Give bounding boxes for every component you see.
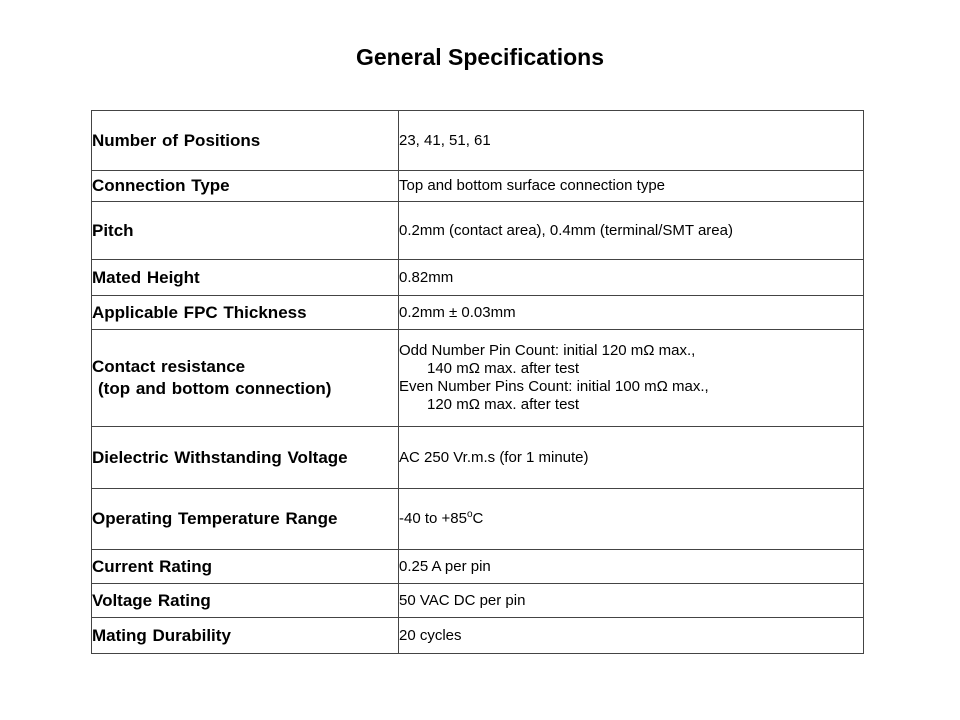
spec-label <box>92 330 399 427</box>
spec-label: Mated Height <box>92 260 399 296</box>
spec-label: Pitch <box>92 202 399 260</box>
table-row <box>92 550 864 584</box>
table-row <box>92 202 864 260</box>
table-row <box>92 111 864 171</box>
table-row <box>92 296 864 330</box>
spec-value: 23, 41, 51, 61 <box>399 111 864 171</box>
spec-label: Connection Type <box>92 171 399 202</box>
spec-label: Current Rating <box>92 550 399 584</box>
spec-label-line: (top and bottom connection) <box>98 379 332 398</box>
table-row <box>92 584 864 618</box>
spec-label: Voltage Rating <box>92 584 399 618</box>
table-row <box>92 171 864 202</box>
degree-mark: o <box>466 509 473 520</box>
temperature-unit: C <box>472 510 484 527</box>
specifications-table <box>91 110 864 654</box>
spec-value-line: Odd Number Pin Count: initial 120 mΩ max., <box>399 342 696 359</box>
spec-label: Operating Temperature Range <box>92 489 399 550</box>
spec-value: 20 cycles <box>399 618 864 654</box>
spec-value <box>399 330 864 427</box>
spec-value: AC 250 Vr.m.s (for 1 minute) <box>399 427 864 489</box>
spec-value: 0.2mm ± 0.03mm <box>399 296 864 330</box>
spec-label: Number of Positions <box>92 111 399 171</box>
table-row <box>92 260 864 296</box>
spec-label: Applicable FPC Thickness <box>92 296 399 330</box>
table-row <box>92 330 864 427</box>
spec-label-line: Contact resistance <box>92 357 246 376</box>
spec-value-line: 120 mΩ max. after test <box>427 396 580 413</box>
table-row <box>92 427 864 489</box>
temperature-range: -40 to +85 <box>399 510 467 527</box>
spec-value: 0.2mm (contact area), 0.4mm (terminal/SMT area) <box>399 202 864 260</box>
page-title: General Specifications <box>356 44 604 70</box>
table-row <box>92 489 864 550</box>
spec-value-line: Even Number Pins Count: initial 100 mΩ max., <box>399 378 709 395</box>
spec-value: Top and bottom surface connection type <box>399 171 864 202</box>
spec-value: 0.82mm <box>399 260 864 296</box>
spec-label: Mating Durability <box>92 618 399 654</box>
spec-value: 0.25 A per pin <box>399 550 864 584</box>
spec-value: 50 VAC DC per pin <box>399 584 864 618</box>
spec-label: Dielectric Withstanding Voltage <box>92 427 399 489</box>
spec-value <box>399 489 864 550</box>
spec-value-line: 140 mΩ max. after test <box>427 360 580 377</box>
table-row <box>92 618 864 654</box>
